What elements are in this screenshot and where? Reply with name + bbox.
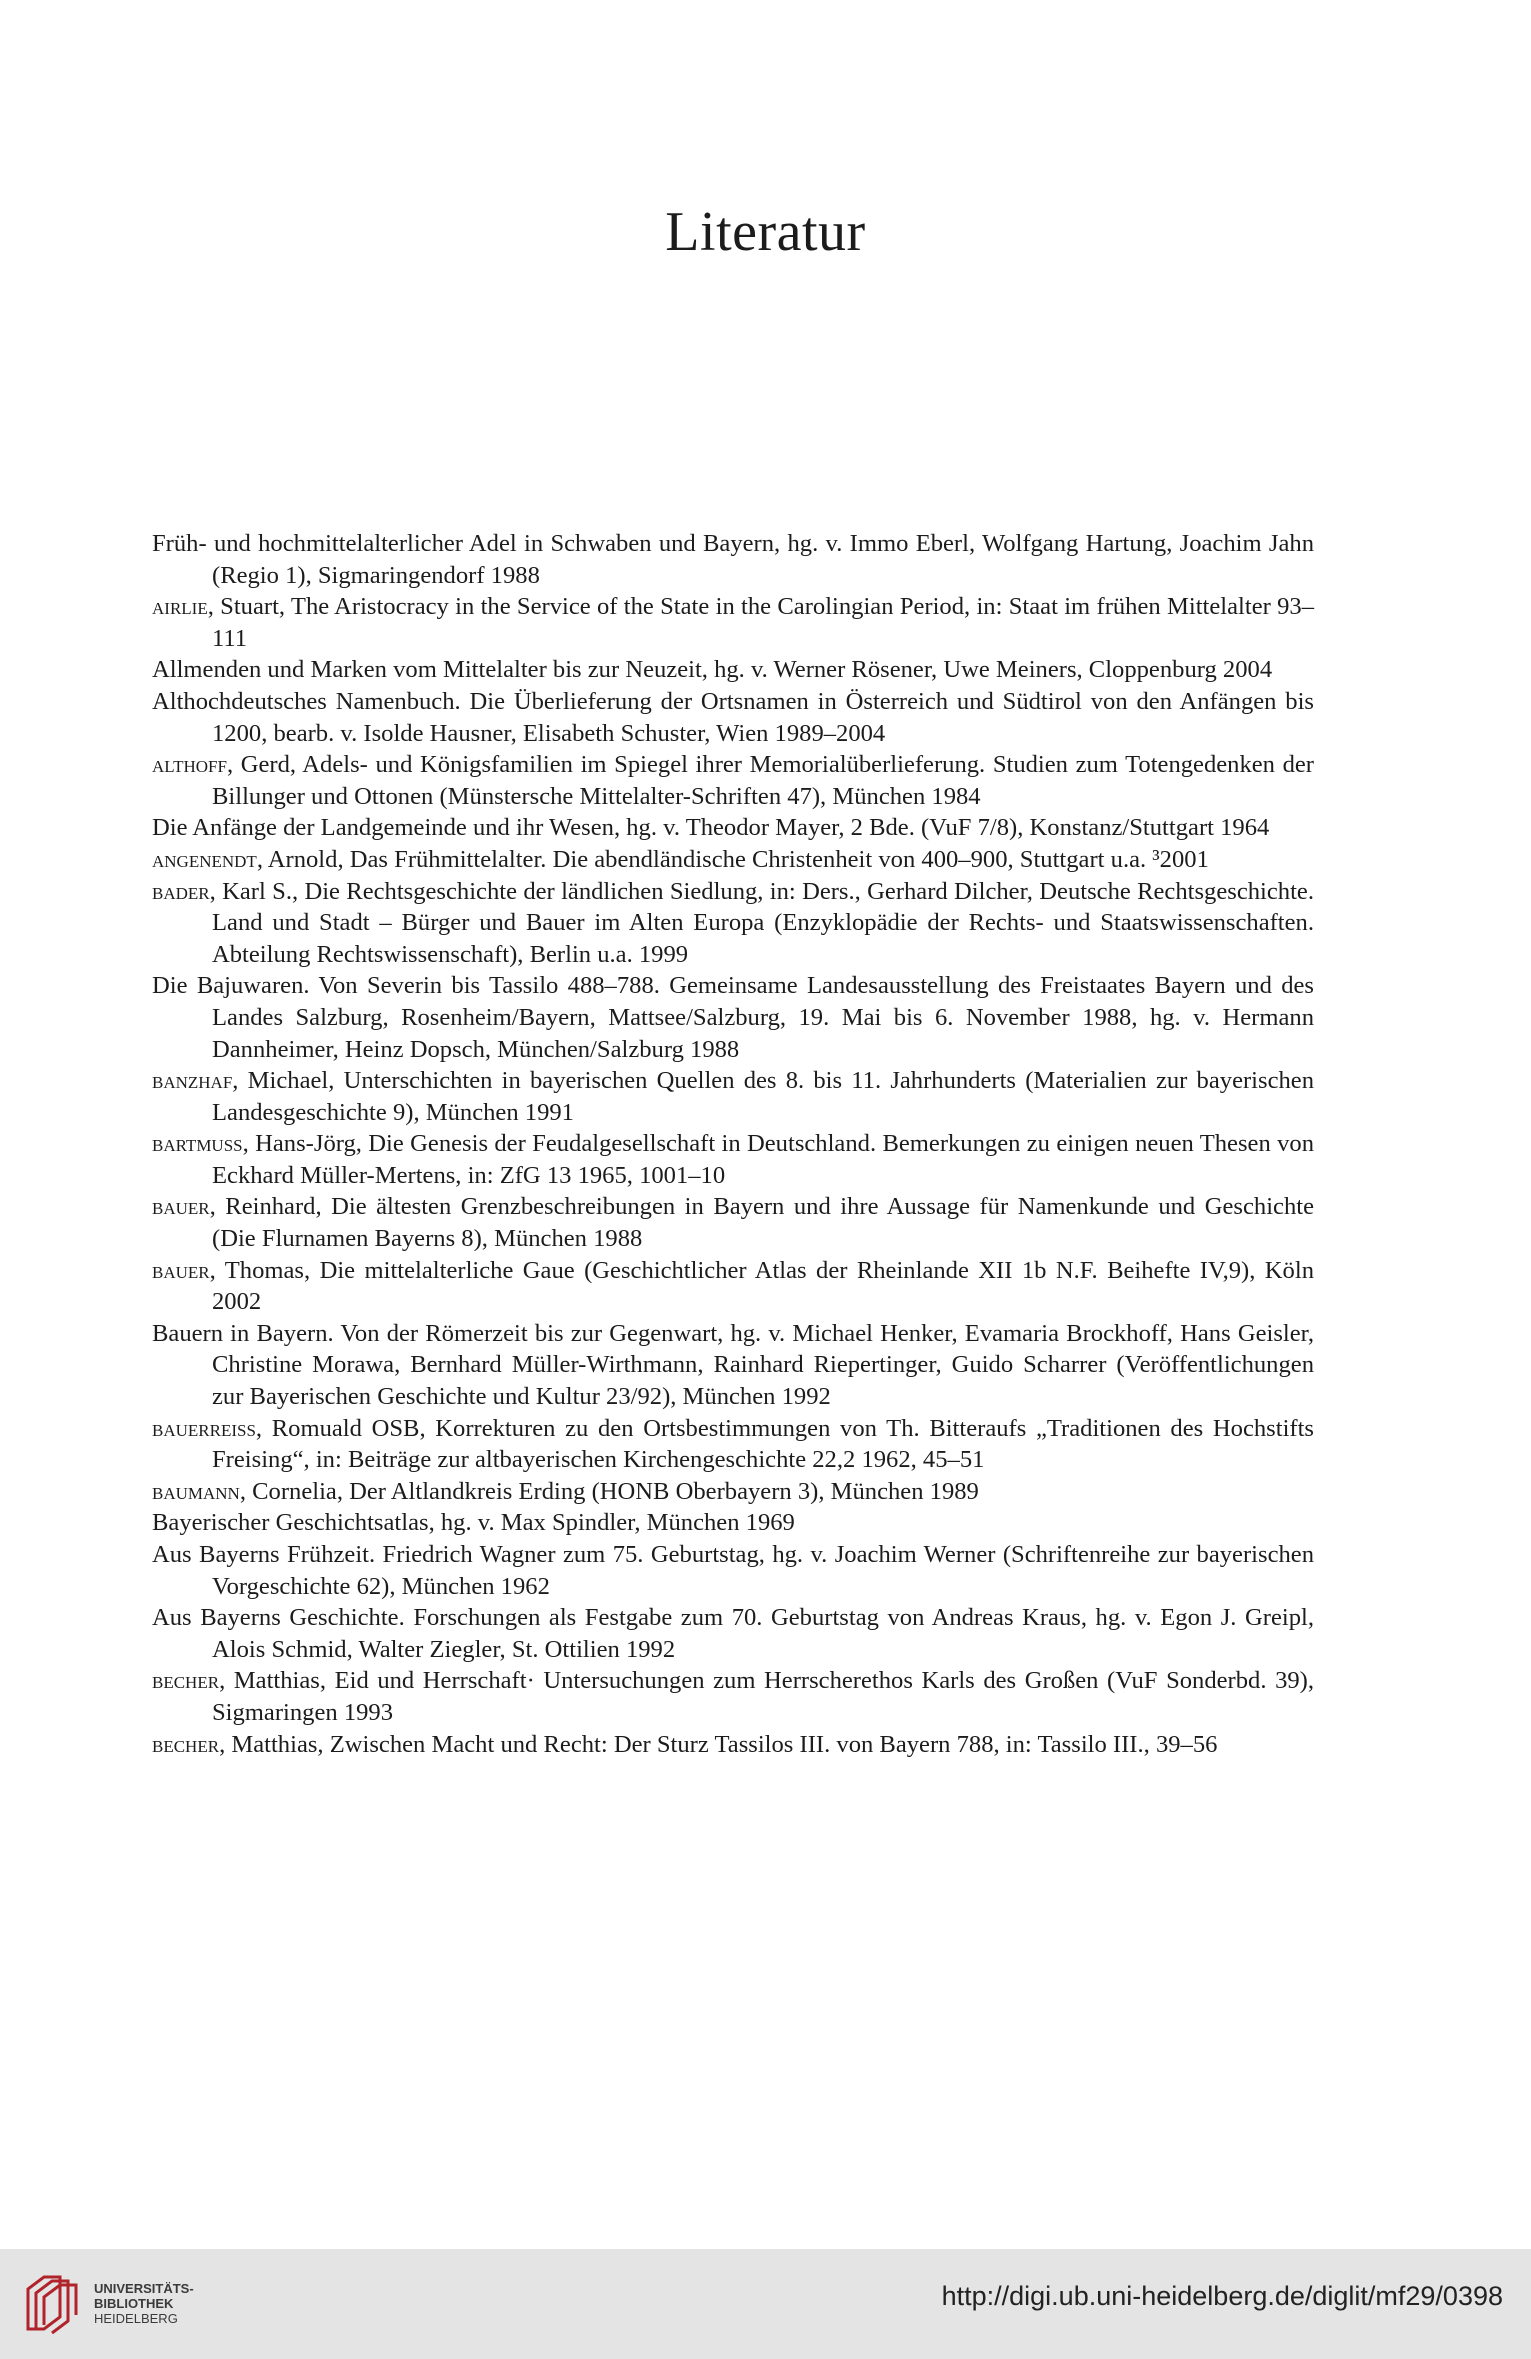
- entry-text: Allmenden und Marken vom Mittelalter bis zur Neuzeit, hg. v. Werner Rösener, Uwe Meiners, Cloppenburg 2004: [152, 656, 1273, 684]
- entry-author: bauer: [152, 1193, 210, 1221]
- entry-text: , Cornelia, Der Altlandkreis Erding (HONB Oberbayern 3), München 1989: [239, 1477, 979, 1505]
- library-logo-icon: [22, 2271, 82, 2335]
- logo-line-2: BIBLIOTHEK: [94, 2295, 174, 2311]
- entry-author: bartmuss: [152, 1130, 243, 1158]
- logo-line-3: HEIDELBERG: [94, 2310, 178, 2326]
- entry-author: bader: [152, 877, 210, 905]
- bibliography-entry: [152, 1507, 1314, 1539]
- bibliography-entry: [152, 528, 1314, 591]
- entry-text: , Michael, Unterschichten in bayerischen Quellen des 8. bis 11. Jahrhunderts (Materialien zur bayerischen Landesgeschichte 9), München 1991: [212, 1067, 1314, 1126]
- bibliography-entry: [152, 876, 1314, 971]
- entry-text: , Reinhard, Die ältesten Grenzbeschreibungen in Bayern und ihre Aussage für Namenkunde und Geschichte (Die Flurnamen Bayerns 8), München 1988: [209, 1193, 1314, 1253]
- entry-text: Aus Bayerns Geschichte. Forschungen als Festgabe zum 70. Geburtstag von Andreas Kraus, hg. v. Egon J. Greipl, Alois Schmid, Walter Ziegler, St. Ottilien 1992: [152, 1604, 1314, 1663]
- entry-text: , Stuart, The Aristocracy in the Service of the State in the Carolingian Period, in: Staat im frühen Mittelalter 93–111: [207, 593, 1314, 652]
- entry-text: , Thomas, Die mittelalterliche Gaue (Geschichtlicher Atlas der Rheinlande XII 1b N.F. Beihefte IV,9), Köln 2002: [209, 1256, 1314, 1316]
- bibliography-entry: [152, 970, 1314, 1065]
- library-logo-text: [94, 2281, 194, 2326]
- bibliography-entry: [152, 812, 1314, 844]
- bibliography-entry: [152, 1128, 1314, 1191]
- entry-text: , Romuald OSB, Korrekturen zu den Ortsbestimmungen von Th. Bitteraufs „Traditionen des Hochstifts Freising“, in: Beiträge zur altbayerischen Kirchengeschichte 22,2 1962, 45–51: [212, 1414, 1314, 1474]
- entry-text: Althochdeutsches Namenbuch. Die Überlieferung der Ortsnamen in Österreich und Südtirol von den Anfängen bis 1200, bearb. v. Isolde Hausner, Elisabeth Schuster, Wien 1989–2004: [152, 687, 1314, 747]
- bibliography-entry: [152, 1413, 1314, 1476]
- bibliography-list: [152, 528, 1314, 1760]
- entry-author: angenendt: [152, 845, 257, 873]
- entry-author: becher: [152, 1667, 220, 1695]
- entry-text: Früh- und hochmittelalterlicher Adel in Schwaben und Bayern, hg. v. Immo Eberl, Wolfgang Hartung, Joachim Jahn (Regio 1), Sigmaringendorf 1988: [152, 530, 1314, 589]
- entry-author: althoff: [152, 751, 227, 779]
- bibliography-entry: [152, 1318, 1314, 1413]
- entry-text: , Matthias, Eid und Herrschaft· Untersuchungen zum Herrscherethos Karls des Großen (VuF Sonderbd. 39), Sigmaringen 1993: [212, 1667, 1314, 1726]
- entry-text: , Hans-Jörg, Die Genesis der Feudalgesellschaft in Deutschland. Bemerkungen zu einigen neuen Thesen von Eckhard Müller-Mertens, in: ZfG 13 1965, 1001–10: [212, 1130, 1314, 1189]
- bibliography-entry: [152, 1602, 1314, 1665]
- entry-author: bauer: [152, 1256, 210, 1284]
- entry-text: , Arnold, Das Frühmittelalter. Die abendländische Christenheit von 400–900, Stuttgart u.a. ³2001: [256, 845, 1209, 873]
- entry-author: becher: [152, 1730, 220, 1758]
- footer-url-link[interactable]: http://digi.ub.uni-heidelberg.de/diglit/mf29/0398: [941, 2281, 1503, 2311]
- bibliography-entry: [152, 1255, 1314, 1318]
- bibliography-entry: [152, 1729, 1314, 1761]
- bibliography-entry: [152, 654, 1314, 686]
- entry-text: Die Bajuwaren. Von Severin bis Tassilo 488–788. Gemeinsame Landesausstellung des Freistaates Bayern und des Landes Salzburg, Rosenheim/Bayern, Mattsee/Salzburg, 19. Mai bis 6. November 1988, hg. v. Hermann Dannheimer, Heinz Dopsch, München/Salzburg 1988: [152, 972, 1314, 1063]
- bibliography-entry: [152, 1065, 1314, 1128]
- entry-text: , Karl S., Die Rechtsgeschichte der ländlichen Siedlung, in: Ders., Gerhard Dilcher, Deutsche Rechtsgeschichte. Land und Stadt – Bürger und Bauer im Alten Europa (Enzyklopädie der Rechts- und Staatswissenschaften. Abteilung Rechtswissenschaft), Berlin u.a. 1999: [209, 877, 1314, 968]
- bibliography-entry: [152, 1665, 1314, 1728]
- entry-text: Bauern in Bayern. Von der Römerzeit bis zur Gegenwart, hg. v. Michael Henker, Evamaria Brockhoff, Hans Geisler, Christine Morawa, Bernhard Müller-Wirthmann, Rainhard Riepertinger, Guido Scharrer (Veröffentlichungen zur Bayerischen Geschichte und Kultur 23/92), München 1992: [152, 1319, 1314, 1411]
- entry-text: Aus Bayerns Frühzeit. Friedrich Wagner zum 75. Geburtstag, hg. v. Joachim Werner (Schriftenreihe zur bayerischen Vorgeschichte 62), München 1962: [152, 1541, 1314, 1600]
- entry-author: bauerreiss: [152, 1414, 256, 1442]
- library-logo[interactable]: [22, 2271, 194, 2335]
- entry-author: airlie: [152, 593, 208, 621]
- bibliography-entry: [152, 1191, 1314, 1254]
- entry-text: Bayerischer Geschichtsatlas, hg. v. Max Spindler, München 1969: [152, 1509, 795, 1537]
- bibliography-entry: [152, 749, 1314, 812]
- entry-text: , Matthias, Zwischen Macht und Recht: Der Sturz Tassilos III. von Bayern 788, in: Tassilo III., 39–56: [219, 1730, 1218, 1758]
- bibliography-entry: [152, 844, 1314, 876]
- entry-text: , Gerd, Adels- und Königsfamilien im Spiegel ihrer Memorialüberlieferung. Studien zum Totengedenken der Billunger und Ottonen (Münstersche Mittelalter-Schriften 47), München 1984: [212, 751, 1314, 810]
- bibliography-entry: [152, 591, 1314, 654]
- entry-text: Die Anfänge der Landgemeinde und ihr Wesen, hg. v. Theodor Mayer, 2 Bde. (VuF 7/8), Konstanz/Stuttgart 1964: [152, 814, 1270, 842]
- logo-line-1: UNIVERSITÄTS-: [94, 2280, 194, 2296]
- bibliography-entry: [152, 686, 1314, 749]
- entry-author: baumann: [152, 1477, 240, 1505]
- bibliography-entry: [152, 1539, 1314, 1602]
- bibliography-entry: [152, 1476, 1314, 1508]
- entry-author: banzhaf: [152, 1067, 233, 1095]
- page-title: Literatur: [665, 201, 866, 263]
- footer-bar: [0, 2249, 1531, 2359]
